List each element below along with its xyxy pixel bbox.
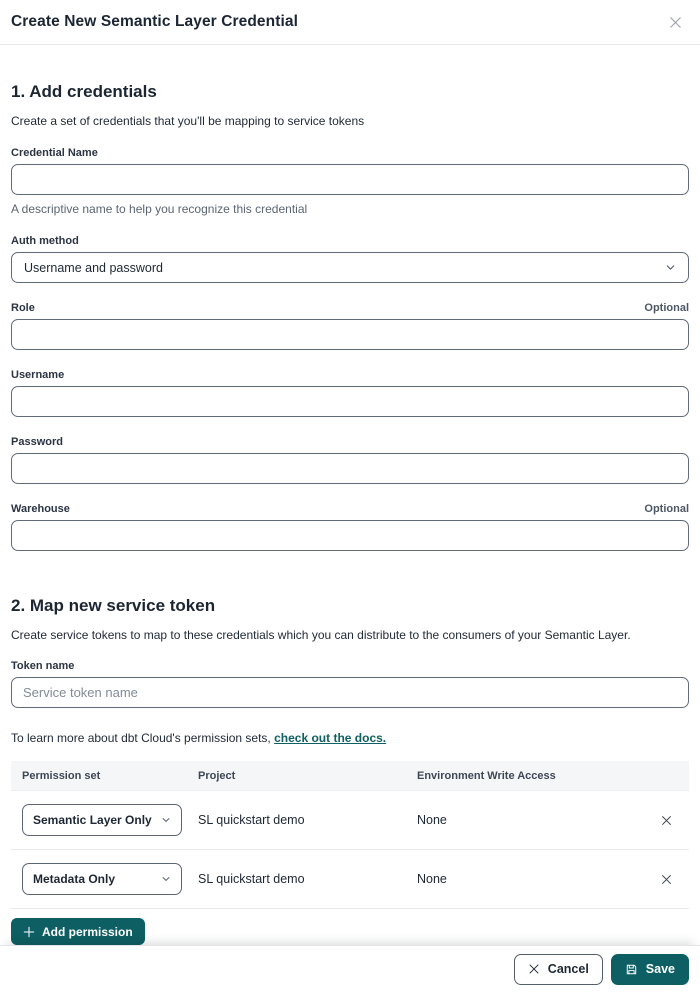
modal-body — [0, 45, 700, 945]
warehouse-optional-badge: Optional — [644, 503, 689, 515]
environment-write-access-cell: None — [417, 813, 447, 827]
chevron-down-icon — [161, 815, 171, 825]
permission-set-selected-value: Semantic Layer Only — [33, 813, 152, 827]
auth-method-label: Auth method — [11, 235, 79, 247]
environment-write-access-cell: None — [417, 872, 447, 886]
warehouse-label: Warehouse — [11, 503, 70, 515]
close-icon — [668, 15, 683, 30]
plus-icon — [23, 926, 35, 938]
username-input[interactable] — [11, 386, 689, 417]
modal-footer — [0, 945, 700, 992]
role-optional-badge: Optional — [644, 302, 689, 314]
cancel-label: Cancel — [547, 962, 589, 976]
docs-note-text: To learn more about dbt Cloud's permission sets, — [11, 731, 275, 745]
credential-name-helper: A descriptive name to help you recognize this credential — [11, 202, 308, 216]
credential-name-input[interactable] — [11, 164, 689, 195]
modal-title: Create New Semantic Layer Credential — [11, 13, 299, 30]
auth-method-selected-value: Username and password — [24, 260, 163, 275]
project-cell: SL quickstart demo — [198, 813, 305, 827]
permissions-table — [11, 761, 689, 909]
role-label: Role — [11, 302, 35, 314]
permission-set-select[interactable] — [22, 863, 182, 895]
save-icon — [625, 963, 638, 976]
permission-set-select[interactable] — [22, 804, 182, 836]
token-name-input[interactable] — [11, 677, 689, 708]
role-input[interactable] — [11, 319, 689, 350]
password-input[interactable] — [11, 453, 689, 484]
table-row — [11, 791, 689, 850]
add-permission-label: Add permission — [42, 924, 133, 939]
close-button[interactable] — [664, 11, 686, 33]
column-environment-write-access: Environment Write Access — [417, 769, 556, 782]
section-1-description: Create a set of credentials that you'll be mapping to service tokens — [11, 114, 365, 128]
docs-link[interactable]: check out the docs. — [274, 731, 387, 745]
section-2-description: Create service tokens to map to these credentials which you can distribute to the consumers of your Semantic Layer. — [11, 628, 631, 642]
chevron-down-icon — [665, 262, 676, 273]
close-icon — [660, 814, 673, 827]
save-label: Save — [645, 962, 675, 976]
column-permission-set: Permission set — [22, 769, 101, 782]
column-project: Project — [198, 769, 236, 782]
username-label: Username — [11, 369, 65, 381]
auth-method-select[interactable] — [11, 252, 689, 283]
close-icon — [528, 963, 540, 975]
project-cell: SL quickstart demo — [198, 872, 305, 886]
section-2-heading: 2. Map new service token — [11, 596, 216, 615]
remove-permission-button[interactable] — [654, 808, 678, 832]
docs-note — [11, 731, 689, 745]
add-permission-button[interactable] — [11, 918, 145, 945]
remove-permission-button[interactable] — [654, 867, 678, 891]
token-name-label: Token name — [11, 660, 75, 672]
table-row — [11, 850, 689, 909]
section-1-heading: 1. Add credentials — [11, 82, 157, 101]
password-label: Password — [11, 436, 63, 448]
save-button[interactable] — [611, 954, 689, 985]
permission-set-selected-value: Metadata Only — [33, 872, 116, 886]
close-icon — [660, 873, 673, 886]
cancel-button[interactable] — [514, 954, 603, 985]
modal-header — [0, 0, 700, 45]
credential-name-label: Credential Name — [11, 147, 98, 159]
warehouse-input[interactable] — [11, 520, 689, 551]
chevron-down-icon — [161, 874, 171, 884]
permissions-table-header — [11, 761, 689, 791]
